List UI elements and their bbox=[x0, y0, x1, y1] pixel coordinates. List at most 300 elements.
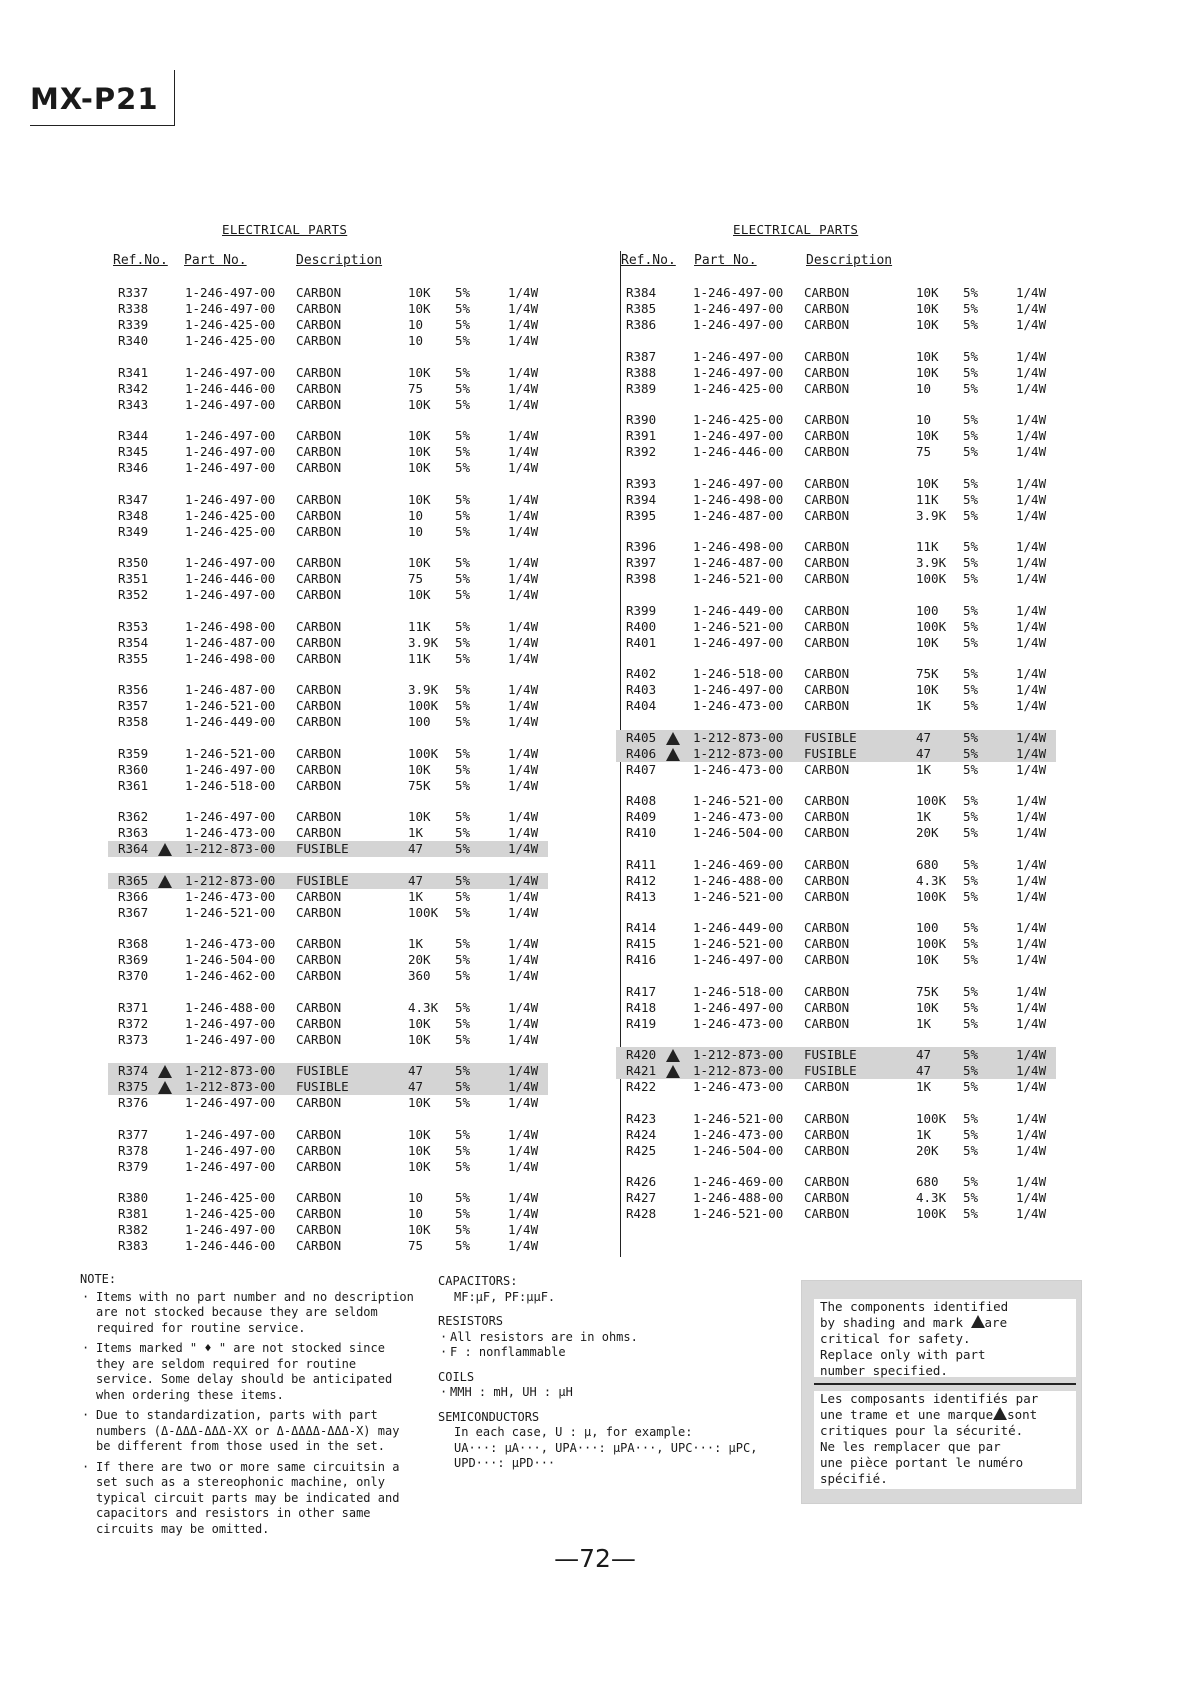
tolerance: 5% bbox=[963, 1079, 979, 1094]
wattage: 1/4W bbox=[508, 1206, 539, 1221]
description: FUSIBLE bbox=[296, 1063, 349, 1078]
value: 10K bbox=[408, 555, 431, 570]
part-row bbox=[108, 841, 548, 857]
description: CARBON bbox=[296, 761, 342, 777]
part-no: 1-246-521-00 bbox=[693, 1110, 784, 1126]
part-no: 1-246-473-00 bbox=[693, 1015, 784, 1031]
part-row bbox=[616, 301, 1056, 317]
description: CARBON bbox=[804, 1206, 850, 1221]
resistors-heading: RESISTORS bbox=[438, 1314, 504, 1328]
wattage: 1/4W bbox=[508, 888, 539, 904]
part-no: 1-246-497-00 bbox=[185, 285, 276, 300]
wattage: 1/4W bbox=[508, 444, 539, 459]
description: CARBON bbox=[804, 507, 850, 523]
ref-no: R405 bbox=[626, 729, 657, 745]
part-no: 1-246-518-00 bbox=[185, 777, 276, 793]
ref-no: R404 bbox=[626, 698, 657, 713]
value: 680 bbox=[916, 856, 939, 872]
model-name: MX-P21 bbox=[30, 82, 159, 116]
ref-no: R382 bbox=[118, 1222, 149, 1237]
wattage: 1/4W bbox=[508, 714, 539, 729]
tolerance: 5% bbox=[963, 1110, 979, 1126]
resistors-text: · All resistors are in ohms. bbox=[438, 1330, 798, 1346]
wattage: 1/4W bbox=[508, 872, 539, 888]
value: 10K bbox=[408, 301, 431, 316]
value: 4.3K bbox=[916, 1190, 947, 1205]
model-rule bbox=[174, 70, 175, 126]
part-row bbox=[616, 1063, 1056, 1079]
part-no: 1-246-521-00 bbox=[185, 698, 276, 713]
value: 47 bbox=[916, 1047, 932, 1062]
wattage: 1/4W bbox=[1016, 1190, 1047, 1205]
part-row bbox=[108, 1016, 548, 1032]
tolerance: 5% bbox=[455, 380, 471, 396]
tolerance: 5% bbox=[455, 1158, 471, 1174]
ref-no: R381 bbox=[118, 1206, 149, 1221]
wattage: 1/4W bbox=[508, 1158, 539, 1174]
tolerance: 5% bbox=[963, 761, 979, 777]
wattage: 1/4W bbox=[1016, 888, 1047, 904]
description: CARBON bbox=[804, 301, 850, 316]
safety-line: by shading and mark are bbox=[820, 1315, 1008, 1330]
value: 1K bbox=[916, 1126, 932, 1142]
part-row bbox=[616, 1079, 1056, 1095]
part-no: 1-246-521-00 bbox=[185, 745, 276, 761]
value: 10K bbox=[408, 1095, 431, 1110]
value: 47 bbox=[408, 1063, 424, 1078]
wattage: 1/4W bbox=[1016, 301, 1047, 316]
wattage: 1/4W bbox=[1016, 793, 1047, 808]
part-row bbox=[616, 603, 1056, 619]
part-row bbox=[616, 746, 1056, 762]
abbreviations bbox=[438, 1274, 798, 1472]
part-row bbox=[616, 1143, 1056, 1159]
wattage: 1/4W bbox=[1016, 729, 1047, 745]
part-no: 1-246-446-00 bbox=[185, 1238, 276, 1253]
part-no: 1-246-497-00 bbox=[693, 285, 784, 300]
part-no: 1-246-497-00 bbox=[185, 301, 276, 316]
wattage: 1/4W bbox=[1016, 666, 1047, 681]
part-row bbox=[108, 825, 548, 841]
part-row bbox=[616, 349, 1056, 365]
part-row bbox=[616, 444, 1056, 460]
part-no: 1-246-473-00 bbox=[185, 888, 276, 904]
part-row bbox=[616, 412, 1056, 428]
ref-no: R357 bbox=[118, 698, 149, 713]
tolerance: 5% bbox=[455, 650, 471, 666]
ref-no: R385 bbox=[626, 301, 657, 316]
part-no: 1-212-873-00 bbox=[185, 841, 276, 856]
ref-no: R354 bbox=[118, 634, 149, 650]
description: CARBON bbox=[296, 380, 342, 396]
wattage: 1/4W bbox=[1016, 555, 1047, 570]
part-row bbox=[616, 1047, 1056, 1063]
ref-no: R389 bbox=[626, 380, 657, 396]
description: CARBON bbox=[804, 428, 850, 443]
part-no: 1-246-518-00 bbox=[693, 983, 784, 999]
description: CARBON bbox=[804, 1110, 850, 1126]
value: 100K bbox=[916, 793, 947, 808]
ref-no: R363 bbox=[118, 825, 149, 840]
warning-triangle-icon bbox=[666, 1065, 680, 1078]
ref-no: R369 bbox=[118, 952, 149, 967]
value: 680 bbox=[916, 1174, 939, 1189]
value: 75 bbox=[408, 380, 424, 396]
right-header-part: Part No. bbox=[694, 253, 757, 268]
wattage: 1/4W bbox=[508, 968, 539, 983]
part-row bbox=[616, 508, 1056, 524]
notes-heading: NOTE: bbox=[80, 1272, 117, 1286]
safety-line: critiques pour la sécurité. bbox=[820, 1423, 1024, 1438]
value: 3.9K bbox=[408, 634, 439, 650]
warning-triangle-icon bbox=[666, 732, 680, 745]
part-row bbox=[616, 317, 1056, 333]
part-row bbox=[108, 873, 548, 889]
part-no: 1-246-498-00 bbox=[185, 618, 276, 634]
part-no: 1-246-497-00 bbox=[185, 1142, 276, 1158]
part-no: 1-246-473-00 bbox=[693, 1126, 784, 1142]
description: CARBON bbox=[296, 968, 342, 983]
part-no: 1-246-473-00 bbox=[693, 1079, 784, 1094]
ref-no: R377 bbox=[118, 1126, 149, 1142]
wattage: 1/4W bbox=[1016, 682, 1047, 697]
part-no: 1-246-521-00 bbox=[693, 571, 784, 586]
safety-line: spécifié. bbox=[820, 1471, 888, 1486]
description: CARBON bbox=[804, 634, 850, 650]
wattage: 1/4W bbox=[1016, 952, 1047, 967]
wattage: 1/4W bbox=[508, 1095, 539, 1110]
wattage: 1/4W bbox=[1016, 491, 1047, 507]
tolerance: 5% bbox=[455, 999, 471, 1015]
part-no: 1-246-498-00 bbox=[693, 539, 784, 554]
value: 100K bbox=[916, 936, 947, 951]
part-row bbox=[108, 1159, 548, 1175]
ref-no: R343 bbox=[118, 396, 149, 412]
tolerance: 5% bbox=[963, 364, 979, 380]
description: CARBON bbox=[296, 364, 342, 380]
part-no: 1-212-873-00 bbox=[185, 1063, 276, 1078]
tolerance: 5% bbox=[455, 841, 471, 856]
part-row bbox=[616, 920, 1056, 936]
description: CARBON bbox=[296, 428, 342, 443]
wattage: 1/4W bbox=[1016, 809, 1047, 824]
wattage: 1/4W bbox=[508, 1222, 539, 1237]
ref-no: R386 bbox=[626, 317, 657, 332]
wattage: 1/4W bbox=[1016, 507, 1047, 523]
part-no: 1-212-873-00 bbox=[185, 1079, 276, 1094]
safety-line: critical for safety. bbox=[820, 1331, 971, 1346]
ref-no: R421 bbox=[626, 1063, 657, 1078]
wattage: 1/4W bbox=[1016, 920, 1047, 935]
part-no: 1-246-497-00 bbox=[693, 999, 784, 1015]
description: CARBON bbox=[804, 475, 850, 491]
value: 47 bbox=[408, 841, 424, 856]
wattage: 1/4W bbox=[508, 936, 539, 951]
wattage: 1/4W bbox=[508, 571, 539, 586]
part-row bbox=[108, 1238, 548, 1254]
value: 100K bbox=[916, 571, 947, 586]
tolerance: 5% bbox=[963, 793, 979, 808]
description: CARBON bbox=[296, 523, 342, 539]
part-no: 1-246-473-00 bbox=[693, 761, 784, 777]
ref-no: R412 bbox=[626, 872, 657, 888]
part-no: 1-246-425-00 bbox=[185, 333, 276, 348]
part-row bbox=[108, 1095, 548, 1111]
description: CARBON bbox=[296, 1222, 342, 1237]
part-row bbox=[108, 1032, 548, 1048]
wattage: 1/4W bbox=[508, 523, 539, 539]
description: CARBON bbox=[296, 1190, 342, 1205]
part-row bbox=[616, 285, 1056, 301]
part-no: 1-246-497-00 bbox=[185, 1015, 276, 1031]
part-row bbox=[108, 1222, 548, 1238]
description: FUSIBLE bbox=[804, 745, 857, 761]
tolerance: 5% bbox=[963, 428, 979, 443]
safety-line: The components identified bbox=[820, 1299, 1009, 1314]
value: 75K bbox=[916, 666, 939, 681]
part-row bbox=[108, 301, 548, 317]
ref-no: R415 bbox=[626, 936, 657, 951]
tolerance: 5% bbox=[455, 1031, 471, 1047]
ref-no: R353 bbox=[118, 618, 149, 634]
value: 10K bbox=[408, 587, 431, 602]
description: CARBON bbox=[804, 285, 850, 300]
description: CARBON bbox=[804, 539, 850, 554]
value: 10K bbox=[408, 460, 431, 475]
description: CARBON bbox=[296, 285, 342, 300]
description: CARBON bbox=[804, 1079, 850, 1094]
part-row bbox=[108, 508, 548, 524]
wattage: 1/4W bbox=[1016, 761, 1047, 777]
wattage: 1/4W bbox=[508, 777, 539, 793]
ref-no: R340 bbox=[118, 333, 149, 348]
tolerance: 5% bbox=[455, 317, 471, 332]
description: CARBON bbox=[296, 1015, 342, 1031]
part-no: 1-246-446-00 bbox=[185, 380, 276, 396]
description: CARBON bbox=[296, 317, 342, 332]
wattage: 1/4W bbox=[508, 1238, 539, 1253]
value: 100K bbox=[916, 1110, 947, 1126]
ref-no: R387 bbox=[626, 348, 657, 364]
value: 3.9K bbox=[408, 682, 439, 697]
value: 75K bbox=[916, 983, 939, 999]
part-row bbox=[108, 428, 548, 444]
warning-triangle-icon bbox=[158, 1081, 172, 1094]
description: CARBON bbox=[804, 761, 850, 777]
tolerance: 5% bbox=[963, 634, 979, 650]
part-no: 1-246-488-00 bbox=[693, 1190, 784, 1205]
part-no: 1-246-446-00 bbox=[693, 444, 784, 459]
description: CARBON bbox=[296, 745, 342, 761]
wattage: 1/4W bbox=[508, 317, 539, 332]
part-no: 1-212-873-00 bbox=[693, 1047, 784, 1062]
part-no: 1-246-487-00 bbox=[185, 682, 276, 697]
description: CARBON bbox=[804, 364, 850, 380]
part-row bbox=[616, 428, 1056, 444]
value: 100 bbox=[408, 714, 431, 729]
part-row bbox=[616, 825, 1056, 841]
ref-no: R422 bbox=[626, 1079, 657, 1094]
value: 1K bbox=[408, 936, 424, 951]
part-row bbox=[616, 666, 1056, 682]
part-row bbox=[108, 317, 548, 333]
coils-heading: COILS bbox=[438, 1369, 475, 1384]
value: 10K bbox=[408, 1126, 431, 1142]
ref-no: R338 bbox=[118, 301, 149, 316]
description: CARBON bbox=[296, 444, 342, 459]
part-no: 1-246-497-00 bbox=[693, 364, 784, 380]
part-row bbox=[616, 1190, 1056, 1206]
ref-no: R403 bbox=[626, 682, 657, 697]
part-no: 1-246-497-00 bbox=[693, 348, 784, 364]
tolerance: 5% bbox=[963, 666, 979, 681]
tolerance: 5% bbox=[455, 618, 471, 634]
part-no: 1-246-504-00 bbox=[693, 825, 784, 840]
part-no: 1-246-449-00 bbox=[693, 920, 784, 935]
value: 10K bbox=[408, 1015, 431, 1031]
ref-no: R383 bbox=[118, 1238, 149, 1253]
ref-no: R352 bbox=[118, 587, 149, 602]
ref-no: R378 bbox=[118, 1142, 149, 1158]
wattage: 1/4W bbox=[1016, 1047, 1047, 1062]
ref-no: R375 bbox=[118, 1079, 149, 1094]
tolerance: 5% bbox=[963, 412, 979, 427]
value: 75 bbox=[916, 444, 932, 459]
ref-no: R419 bbox=[626, 1015, 657, 1031]
part-no: 1-246-425-00 bbox=[693, 412, 784, 427]
part-row bbox=[108, 1206, 548, 1222]
ref-no: R416 bbox=[626, 952, 657, 967]
description: CARBON bbox=[296, 650, 342, 666]
wattage: 1/4W bbox=[508, 333, 539, 348]
ref-no: R344 bbox=[118, 428, 149, 443]
ref-no: R409 bbox=[626, 809, 657, 824]
tolerance: 5% bbox=[963, 317, 979, 332]
ref-no: R408 bbox=[626, 793, 657, 808]
part-row bbox=[616, 555, 1056, 571]
wattage: 1/4W bbox=[1016, 1174, 1047, 1189]
value: 10K bbox=[408, 491, 431, 507]
part-row bbox=[616, 793, 1056, 809]
value: 11K bbox=[408, 618, 431, 634]
coils-text: · MMH : mH, UH : μH bbox=[438, 1385, 798, 1401]
wattage: 1/4W bbox=[508, 1142, 539, 1158]
description: CARBON bbox=[804, 555, 850, 570]
description: CARBON bbox=[804, 602, 850, 618]
part-row bbox=[108, 555, 548, 571]
tolerance: 5% bbox=[455, 333, 471, 348]
part-row bbox=[108, 936, 548, 952]
ref-no: R356 bbox=[118, 682, 149, 697]
value: 10K bbox=[408, 1031, 431, 1047]
wattage: 1/4W bbox=[508, 285, 539, 300]
ref-no: R349 bbox=[118, 523, 149, 539]
part-row bbox=[108, 571, 548, 587]
description: CARBON bbox=[296, 1142, 342, 1158]
part-row bbox=[108, 524, 548, 540]
part-no: 1-246-497-00 bbox=[185, 587, 276, 602]
description: CARBON bbox=[804, 936, 850, 951]
safety-text-english bbox=[814, 1299, 1076, 1377]
description: CARBON bbox=[296, 333, 342, 348]
tolerance: 5% bbox=[455, 714, 471, 729]
part-row bbox=[108, 714, 548, 730]
safety-line: Replace only with part bbox=[820, 1347, 986, 1362]
left-parts-title: ELECTRICAL PARTS bbox=[222, 222, 348, 237]
tolerance: 5% bbox=[963, 952, 979, 967]
ref-no: R427 bbox=[626, 1190, 657, 1205]
wattage: 1/4W bbox=[1016, 825, 1047, 840]
ref-no: R417 bbox=[626, 983, 657, 999]
description: CARBON bbox=[296, 396, 342, 412]
part-no: 1-246-473-00 bbox=[693, 809, 784, 824]
part-row bbox=[108, 952, 548, 968]
part-row bbox=[108, 619, 548, 635]
description: CARBON bbox=[804, 666, 850, 681]
value: 10K bbox=[916, 634, 939, 650]
part-row bbox=[108, 778, 548, 794]
value: 3.9K bbox=[916, 555, 947, 570]
part-row bbox=[616, 1174, 1056, 1190]
part-no: 1-246-497-00 bbox=[185, 761, 276, 777]
ref-no: R342 bbox=[118, 380, 149, 396]
part-no: 1-212-873-00 bbox=[185, 872, 276, 888]
part-row bbox=[616, 762, 1056, 778]
ref-no: R400 bbox=[626, 618, 657, 634]
part-row bbox=[108, 651, 548, 667]
part-no: 1-246-469-00 bbox=[693, 856, 784, 872]
tolerance: 5% bbox=[455, 745, 471, 761]
tolerance: 5% bbox=[455, 555, 471, 570]
ref-no: R426 bbox=[626, 1174, 657, 1189]
part-row bbox=[108, 1143, 548, 1159]
part-row bbox=[616, 381, 1056, 397]
wattage: 1/4W bbox=[508, 952, 539, 967]
semiconductors-text: UPD···: μPD··· bbox=[454, 1456, 556, 1470]
part-row bbox=[108, 333, 548, 349]
value: 10K bbox=[916, 428, 939, 443]
ref-no: R380 bbox=[118, 1190, 149, 1205]
value: 1K bbox=[916, 761, 932, 777]
left-header-desc: Description bbox=[296, 253, 383, 268]
wattage: 1/4W bbox=[1016, 999, 1047, 1015]
wattage: 1/4W bbox=[1016, 428, 1047, 443]
part-no: 1-246-497-00 bbox=[185, 364, 276, 380]
description: CARBON bbox=[804, 380, 850, 396]
part-no: 1-246-497-00 bbox=[185, 1222, 276, 1237]
wattage: 1/4W bbox=[1016, 1079, 1047, 1094]
ref-no: R345 bbox=[118, 444, 149, 459]
description: CARBON bbox=[804, 952, 850, 967]
description: CARBON bbox=[296, 618, 342, 634]
value: 100K bbox=[916, 1206, 947, 1221]
ref-no: R401 bbox=[626, 634, 657, 650]
wattage: 1/4W bbox=[508, 301, 539, 316]
tolerance: 5% bbox=[455, 396, 471, 412]
value: 100K bbox=[916, 618, 947, 634]
value: 10K bbox=[408, 444, 431, 459]
ref-no: R371 bbox=[118, 999, 149, 1015]
value: 4.3K bbox=[408, 999, 439, 1015]
ref-no: R362 bbox=[118, 809, 149, 824]
wattage: 1/4W bbox=[508, 904, 539, 920]
tolerance: 5% bbox=[455, 587, 471, 602]
description: CARBON bbox=[296, 301, 342, 316]
part-row bbox=[108, 968, 548, 984]
part-row bbox=[616, 952, 1056, 968]
wattage: 1/4W bbox=[508, 618, 539, 634]
part-row bbox=[616, 682, 1056, 698]
